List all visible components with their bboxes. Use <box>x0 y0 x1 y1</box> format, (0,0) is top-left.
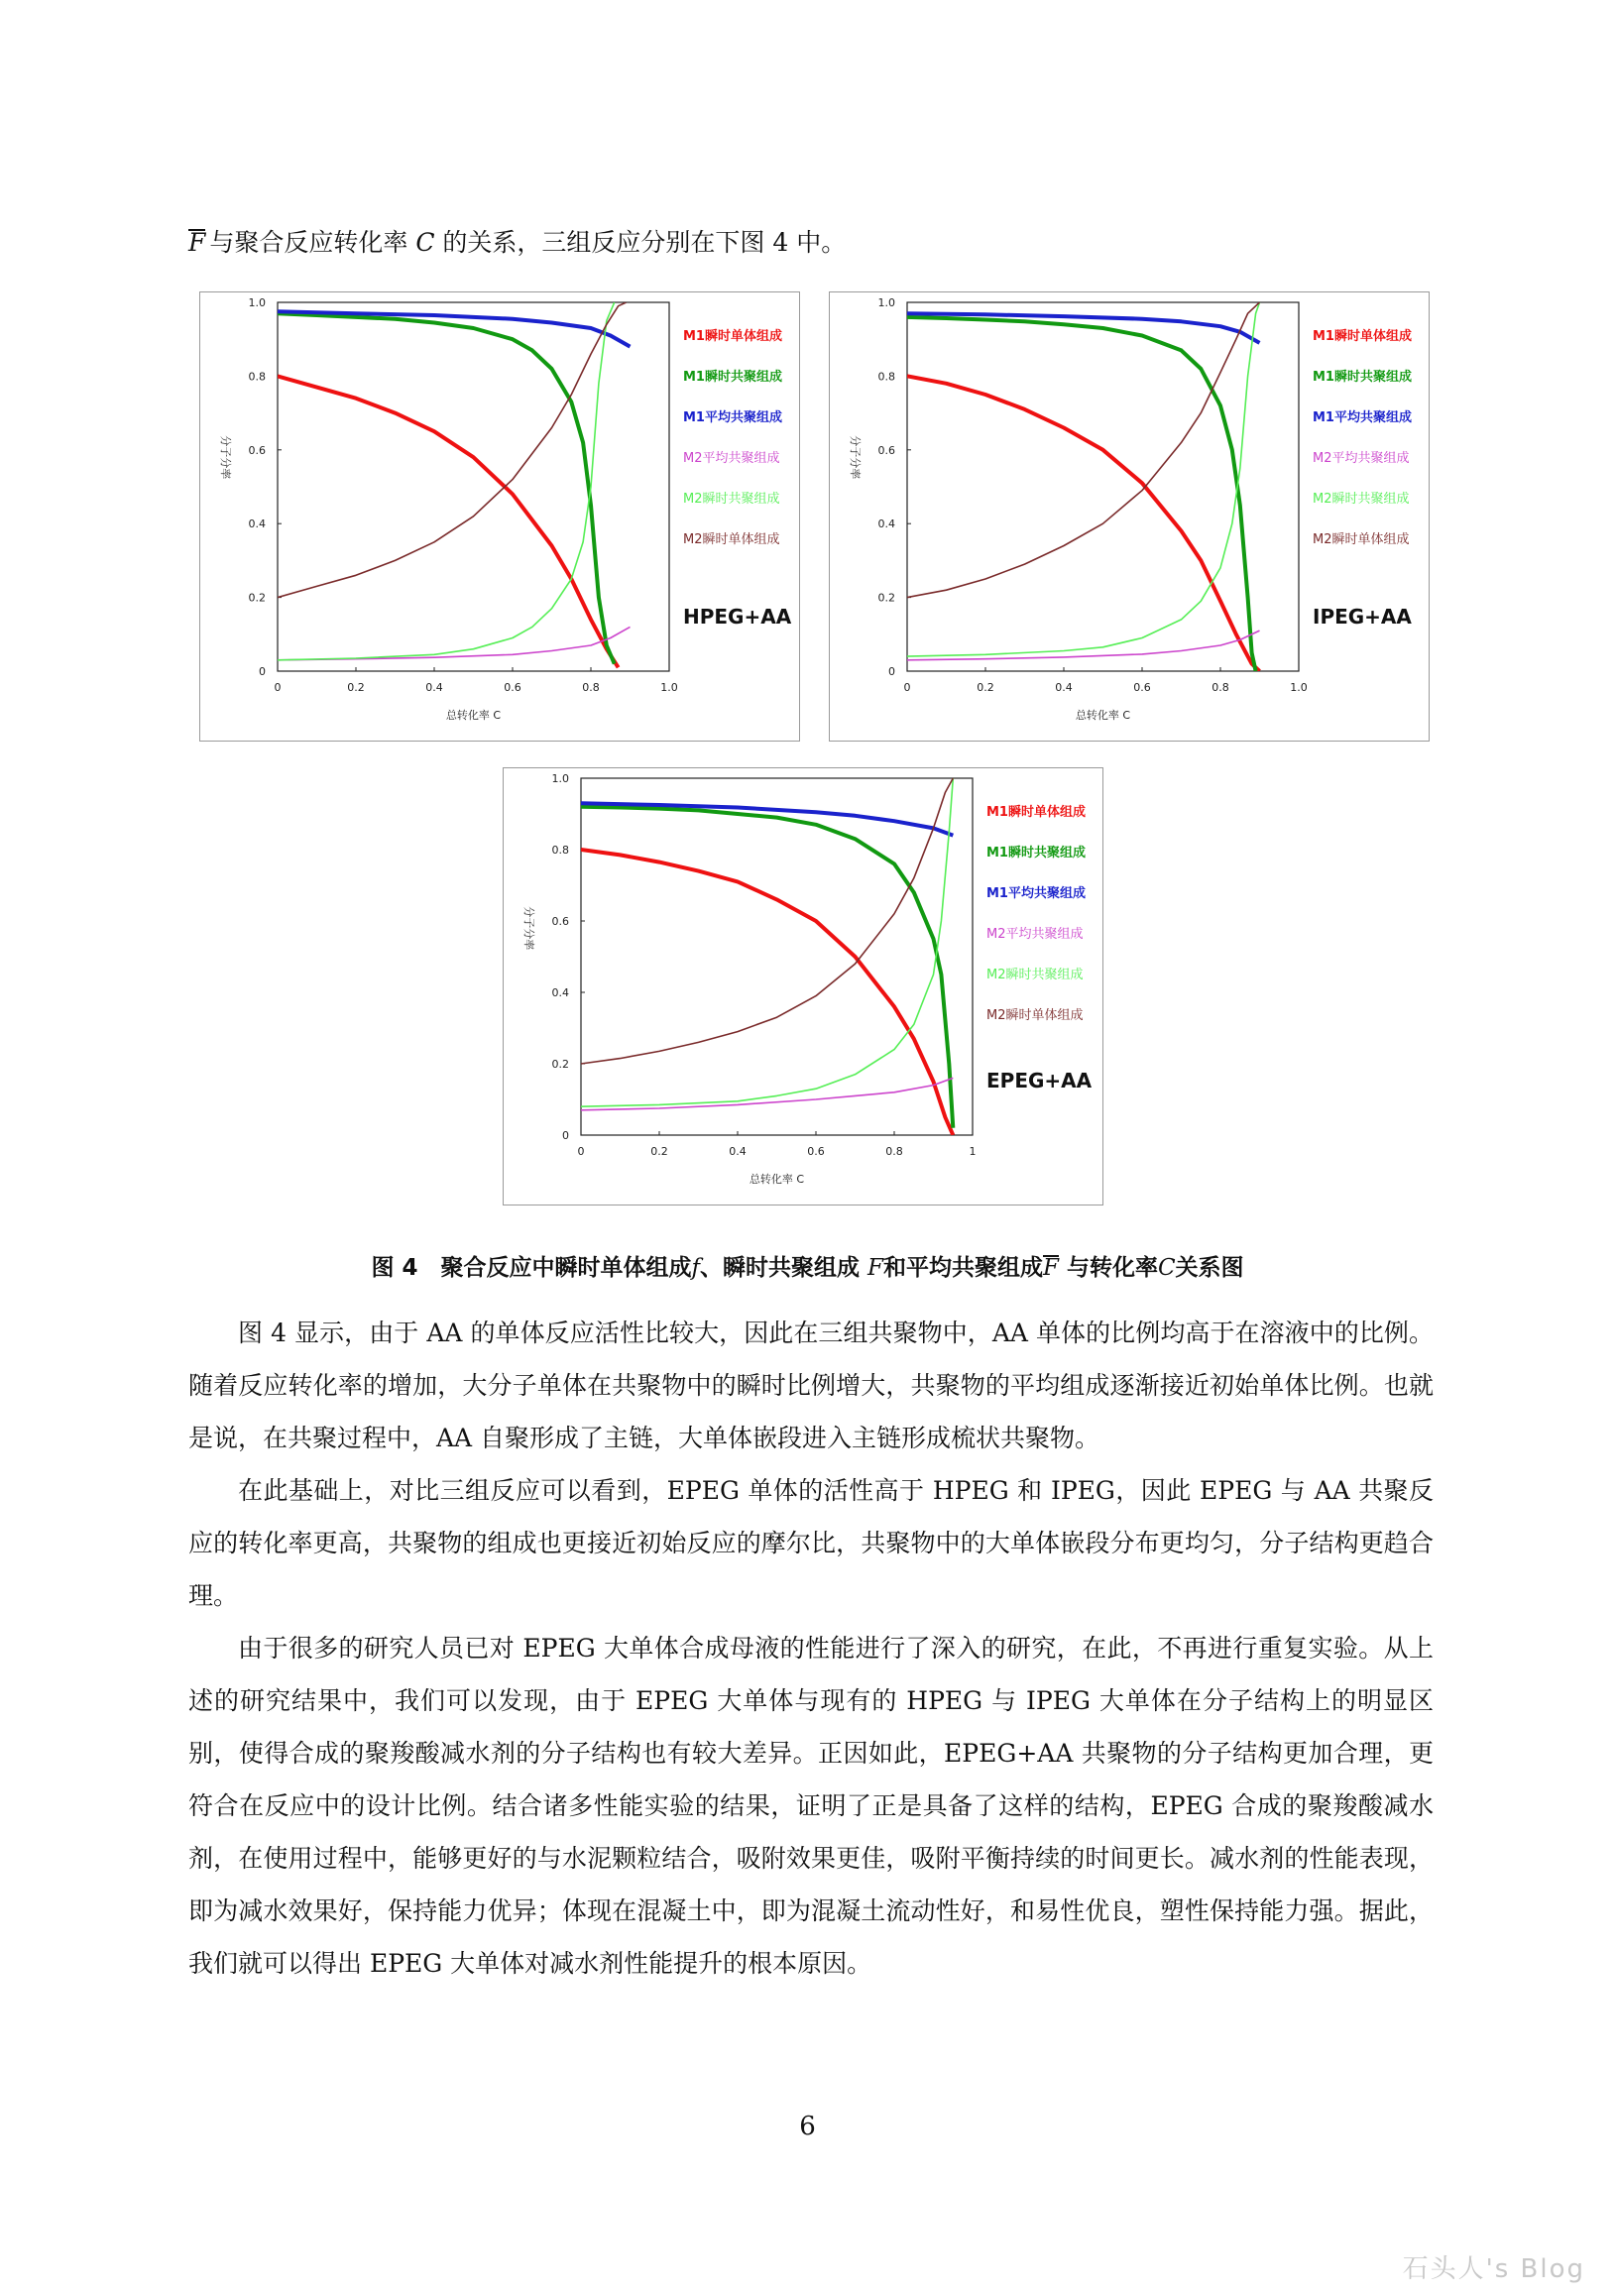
paragraph-2: 在此基础上，对比三组反应可以看到，EPEG 单体的活性高于 HPEG 和 IPEG，因此 EPEG 与 AA 共聚反应的转化率更高，共聚物的组成也更接近初始反应的摩尔比，共聚物中的大单体嵌段分布更均匀，分子结构更趋合理。 <box>188 1476 1434 1610</box>
x-tick-label: 0.4 <box>425 681 443 694</box>
x-axis-label: 总转化率 C <box>1075 709 1131 722</box>
x-tick-label: 0 <box>903 681 911 694</box>
chart-epeg-aa <box>503 767 1103 1205</box>
intro-line <box>188 223 846 263</box>
x-tick-label: 1.0 <box>660 681 678 694</box>
y-tick-label: 0.4 <box>248 517 266 531</box>
x-tick-label: 0.8 <box>885 1145 903 1158</box>
y-tick-label: 0.2 <box>248 591 266 605</box>
legend-entry: M2瞬时单体组成 <box>1313 532 1410 547</box>
legend-entry: M1瞬时单体组成 <box>986 805 1086 820</box>
intro-text-b: 的关系，三组反应分别在下图 4 中。 <box>442 228 847 257</box>
y-tick-label: 1.0 <box>248 296 266 309</box>
x-tick-label: 0.2 <box>650 1145 668 1158</box>
y-tick-label: 0.8 <box>248 370 266 384</box>
legend-entry: M2瞬时共聚组成 <box>986 968 1084 982</box>
x-tick-label: 0.2 <box>977 681 994 694</box>
chart-svg <box>504 768 1102 1205</box>
y-tick-label: 0.2 <box>551 1058 569 1071</box>
y-tick-label: 1.0 <box>551 772 569 785</box>
y-tick-label: 0 <box>888 665 895 678</box>
caption-mid3: 与转化率 <box>1066 1255 1158 1281</box>
legend-entry: M2平均共聚组成 <box>683 451 780 466</box>
paragraph-1: 图 4 显示，由于 AA 的单体反应活性比较大，因此在三组共聚物中，AA 单体的比例均高于在溶液中的比例。随着反应转化率的增加，大分子单体在共聚物中的瞬时比例增大，共聚物的平均组成逐渐接近初始单体比例。也就是说，在共聚过程中，AA 自聚形成了主链，大单体嵌段进入主链形成梳状共聚物。 <box>188 1319 1434 1452</box>
caption-mid2: 和平均共聚组成 <box>882 1255 1043 1281</box>
chart-svg <box>200 292 799 741</box>
x-tick-label: 1 <box>969 1145 977 1158</box>
y-tick-label: 0 <box>259 665 266 678</box>
y-tick-label: 0.2 <box>877 591 895 605</box>
legend-entry: M2瞬时共聚组成 <box>683 492 780 507</box>
legend-entry: M1平均共聚组成 <box>683 410 782 425</box>
panel-label: HPEG+AA <box>683 605 792 629</box>
page-number: 6 <box>799 2112 816 2141</box>
caption-F-var: F <box>866 1255 883 1281</box>
fbar-symbol: F <box>188 228 206 257</box>
y-tick-label: 0 <box>562 1129 569 1142</box>
caption-prefix: 图 4 聚合反应中瞬时单体组成 <box>371 1255 692 1281</box>
legend-entry: M1瞬时共聚组成 <box>683 370 782 385</box>
legend-entry: M1瞬时共聚组成 <box>986 846 1086 861</box>
x-tick-label: 0.8 <box>582 681 600 694</box>
legend-entry: M2平均共聚组成 <box>1313 451 1410 466</box>
legend-entry: M2瞬时单体组成 <box>683 532 780 547</box>
y-axis-label: 分子分率 <box>219 435 232 480</box>
legend-entry: M2平均共聚组成 <box>986 927 1084 942</box>
legend-entry: M1瞬时共聚组成 <box>1313 370 1412 385</box>
y-tick-label: 0.8 <box>877 370 895 384</box>
x-tick-label: 0.6 <box>1133 681 1151 694</box>
y-tick-label: 0.6 <box>248 443 266 457</box>
panel-label: IPEG+AA <box>1313 605 1412 629</box>
caption-suffix: 关系图 <box>1175 1255 1244 1281</box>
y-axis-label: 分子分率 <box>522 906 535 951</box>
c-variable: C <box>415 228 435 257</box>
x-tick-label: 0 <box>577 1145 585 1158</box>
caption-fbar: F <box>1042 1255 1059 1281</box>
figure-caption <box>0 1249 1615 1282</box>
caption-C-var: C <box>1157 1255 1176 1281</box>
legend-entry: M1瞬时单体组成 <box>683 329 782 344</box>
x-axis-label: 总转化率 C <box>749 1173 805 1186</box>
x-tick-label: 0.4 <box>1055 681 1073 694</box>
y-tick-label: 1.0 <box>877 296 895 309</box>
y-tick-label: 0.6 <box>551 915 569 928</box>
x-tick-label: 0.4 <box>729 1145 747 1158</box>
x-tick-label: 0.8 <box>1211 681 1229 694</box>
x-axis-label: 总转化率 C <box>445 709 502 722</box>
legend-entry: M1平均共聚组成 <box>1313 410 1412 425</box>
chart-hpeg-aa <box>199 291 800 742</box>
legend-entry: M2瞬时单体组成 <box>986 1008 1084 1023</box>
panel-label: EPEG+AA <box>986 1069 1093 1092</box>
y-tick-label: 0.8 <box>551 844 569 857</box>
chart-svg <box>830 292 1429 741</box>
intro-text-a: 与聚合反应转化率 <box>209 228 408 257</box>
chart-ipeg-aa <box>829 291 1430 742</box>
caption-f-var: f <box>691 1255 700 1281</box>
y-axis-label: 分子分率 <box>849 435 862 480</box>
legend-entry: M1平均共聚组成 <box>986 886 1086 901</box>
plot-area <box>907 302 1299 671</box>
x-tick-label: 0.2 <box>347 681 365 694</box>
x-tick-label: 0.6 <box>807 1145 825 1158</box>
legend-entry: M2瞬时共聚组成 <box>1313 492 1410 507</box>
x-tick-label: 1.0 <box>1290 681 1308 694</box>
y-tick-label: 0.4 <box>877 517 895 531</box>
x-tick-label: 0 <box>274 681 282 694</box>
y-tick-label: 0.4 <box>551 986 569 999</box>
body-text <box>188 1307 1434 1990</box>
legend-entry: M1瞬时单体组成 <box>1313 329 1412 344</box>
plot-area <box>278 302 669 671</box>
y-tick-label: 0.6 <box>877 443 895 457</box>
plot-area <box>581 778 973 1135</box>
paragraph-3: 由于很多的研究人员已对 EPEG 大单体合成母液的性能进行了深入的研究，在此，不再进行重复实验。从上述的研究结果中，我们可以发现，由于 EPEG 大单体与现有的 HPEG 与 IPEG 大单体在分子结构上的明显区别，使得合成的聚羧酸减水剂的分子结构也有较大差异。正因如此，EPEG+AA 共聚物的分子结构更加合理，更符合在反应中的设计比例。结合诸多性能实验的结果，证明了正是具备了这样的结构，EPEG 合成的聚羧酸减水剂，在使用过程中，能够更好的与水泥颗粒结合，吸附效果更佳，吸附平衡持续的时间更长。减水剂的性能表现，即为减水效果好，保持能力优异；体现在混凝土中，即为混凝土流动性好，和易性优良，塑性保持能力强。据此，我们就可以得出 EPEG 大单体对减水剂性能提升的根本原因。 <box>188 1634 1434 1978</box>
watermark: 石头人's Blog <box>1402 2254 1585 2284</box>
caption-mid1: 、瞬时共聚组成 <box>699 1255 860 1281</box>
x-tick-label: 0.6 <box>504 681 521 694</box>
